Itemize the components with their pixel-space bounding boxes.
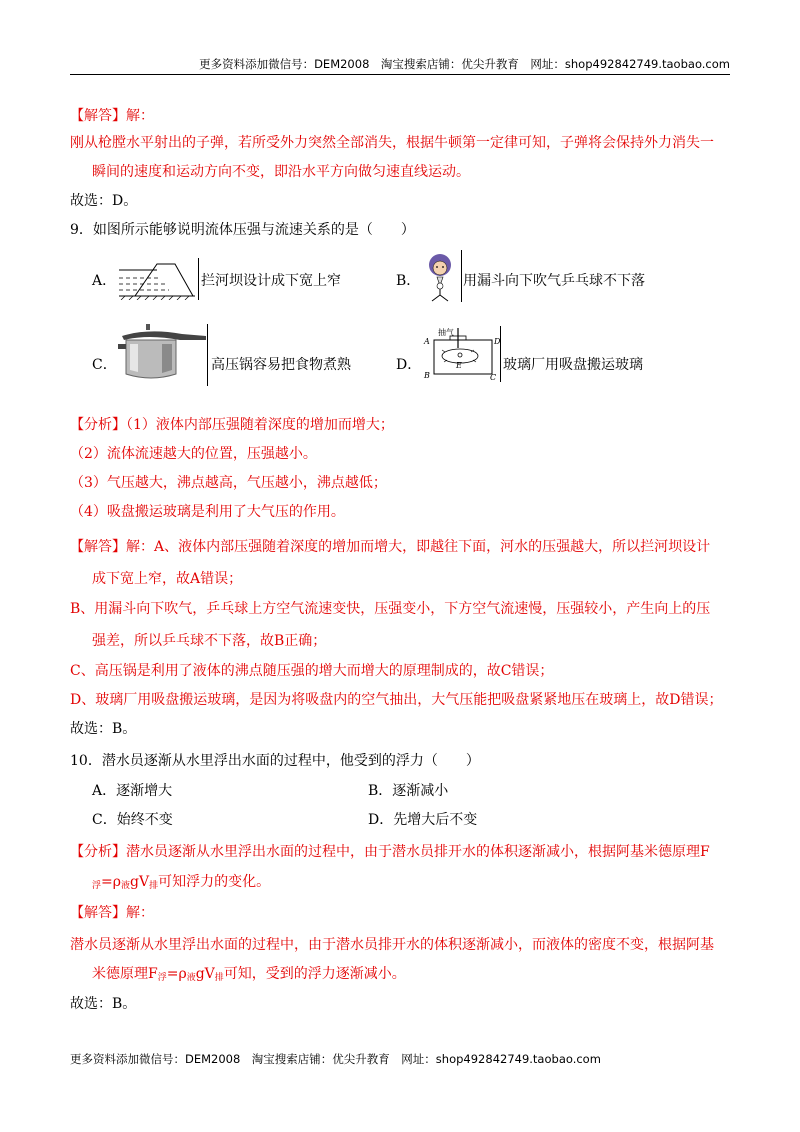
sub-ye: 液	[120, 881, 130, 891]
option-letter: C．	[92, 812, 117, 828]
q9-jieda-line: 成下宽上窄，故A错误；	[92, 571, 243, 587]
q8-answer: 故选：D。	[70, 193, 138, 209]
q9-jieda-line: B、用漏斗向下吹气，乒乓球上方空气流速变快，压强变小，下方空气流速慢，压强较小，产生向上的压	[70, 601, 711, 617]
formula-part: 米德原理F	[92, 966, 158, 982]
q10-option-d	[368, 810, 477, 830]
q10-jieda-heading	[70, 903, 154, 923]
formula-part: gV	[195, 966, 215, 982]
fenxi-tail: 可知浮力的变化。	[158, 874, 271, 890]
fig-label-e: E	[456, 361, 462, 370]
sub-pai: 排	[214, 973, 224, 983]
q10-jieda-line: 潜水员逐渐从水里浮出水面的过程中，由于潜水员排开水的体积逐渐减小，而液体的密度不变，根据阿基	[70, 937, 714, 953]
q9-option-a-text: 拦河坝设计成下宽上窄	[201, 273, 341, 289]
fenxi-label: 【分析】	[70, 844, 126, 860]
q9-option-b-letter: B．	[396, 273, 421, 289]
q9-fenxi-line: （4）吸盘搬运玻璃是利用了大气压的作用。	[70, 504, 345, 520]
suction-cup-figure	[420, 326, 500, 382]
jieda-text: 解：A、液体内部压强随着深度的增加而增大，即越往下面，河水的压强越大，所以拦河坝设计	[126, 539, 711, 555]
page-footer: 更多资料添加微信号：DEM2008 淘宝搜索店铺：优尖升教育 网址：shop492842749.taobao.com	[70, 1052, 601, 1066]
q9-answer: 故选：B。	[70, 721, 137, 737]
dam-figure	[117, 260, 197, 300]
q9-option-c-letter: C．	[92, 357, 117, 373]
q8-jieda-line: 瞬间的速度和运动方向不变，即沿水平方向做匀速直线运动。	[92, 164, 470, 180]
option-letter: D．	[368, 812, 394, 828]
q9-jieda-line: 强差，所以乒乓球不下落，故B正确；	[92, 633, 327, 649]
fig-label-c: C	[490, 373, 497, 382]
q10-fenxi-line	[92, 872, 270, 896]
formula-part: =ρ	[166, 966, 187, 982]
q8-jieda-heading	[70, 106, 154, 126]
q10-stem: 10．潜水员逐渐从水里浮出水面的过程中，他受到的浮力（ ）	[70, 753, 480, 769]
q9-fenxi-line: （3）气压越大，沸点越高，气压越小，沸点越低；	[70, 475, 387, 491]
page-header: 更多资料添加微信号：DEM2008 淘宝搜索店铺：优尖升教育 网址：shop492842749.taobao.com	[70, 56, 730, 75]
q10-fenxi-line	[70, 842, 710, 862]
formula-part: gV	[130, 874, 150, 890]
jieda-suffix: 解：	[126, 108, 154, 124]
q10-answer: 故选：B。	[70, 996, 137, 1012]
option-text: 逐渐增大	[116, 783, 173, 799]
q9-stem: 9．如图所示能够说明流体压强与流速关系的是（ ）	[70, 222, 415, 238]
fenxi-label: 【分析】	[70, 417, 126, 433]
pressure-cooker-figure	[118, 322, 208, 382]
fenxi-text: （1）液体内部压强随着深度的增加而增大；	[126, 417, 394, 433]
q9-option-b-text: 用漏斗向下吹气乒乓球不下落	[463, 273, 645, 289]
sub-fu: 浮	[157, 973, 167, 983]
option-text: 逐渐减小	[392, 783, 449, 799]
q9-fenxi-line: （2）流体流速越大的位置，压强越小。	[70, 446, 317, 462]
jieda-tail: 可知，受到的浮力逐渐减小。	[223, 966, 406, 982]
fenxi-text: 潜水员逐渐从水里浮出水面的过程中，由于潜水员排开水的体积逐渐减小，根据阿基米德原理F	[126, 844, 710, 860]
jieda-label: 【解答】	[70, 108, 126, 124]
fig-label-a: A	[424, 337, 430, 346]
q10-option-a	[92, 781, 172, 801]
fig-label-d: D	[494, 337, 500, 346]
q10-jieda-line	[92, 964, 406, 988]
jieda-label: 【解答】	[70, 539, 126, 555]
formula-part: =ρ	[101, 874, 121, 890]
funnel-ball-figure	[420, 253, 460, 303]
sub-ye: 液	[186, 973, 196, 983]
jieda-suffix: 解：	[126, 905, 154, 921]
sub-fu: 浮	[92, 881, 102, 891]
q9-option-c-text: 高压锅容易把食物煮熟	[211, 357, 351, 373]
option-letter: A．	[92, 783, 117, 799]
q9-jieda-line	[70, 537, 710, 557]
q9-jieda-line: D、玻璃厂用吸盘搬运玻璃，是因为将吸盘内的空气抽出，大气压能把吸盘紧紧地压在玻璃上，故D错误；	[70, 692, 723, 708]
option-letter: B．	[368, 783, 393, 799]
q10-option-b	[368, 781, 448, 801]
jieda-label: 【解答】	[70, 905, 126, 921]
q9-option-a-letter: A．	[92, 273, 117, 289]
q8-jieda-line: 刚从枪膛水平射出的子弹，若所受外力突然全部消失，根据牛顿第一定律可知，子弹将会保持外力消失一	[70, 135, 714, 151]
option-text: 先增大后不变	[393, 812, 478, 828]
q9-option-d-letter: D．	[396, 357, 422, 373]
fig-label-b: B	[424, 371, 430, 380]
q9-fenxi-line	[70, 415, 394, 435]
option-text: 始终不变	[116, 812, 173, 828]
sub-pai: 排	[149, 881, 159, 891]
q9-jieda-line: C、高压锅是利用了液体的沸点随压强的增大而增大的原理制成的，故C错误；	[70, 663, 554, 679]
fig-label-top: 抽气	[438, 328, 454, 337]
q9-option-d-text: 玻璃厂用吸盘搬运玻璃	[503, 357, 643, 373]
q10-option-c	[92, 810, 173, 830]
